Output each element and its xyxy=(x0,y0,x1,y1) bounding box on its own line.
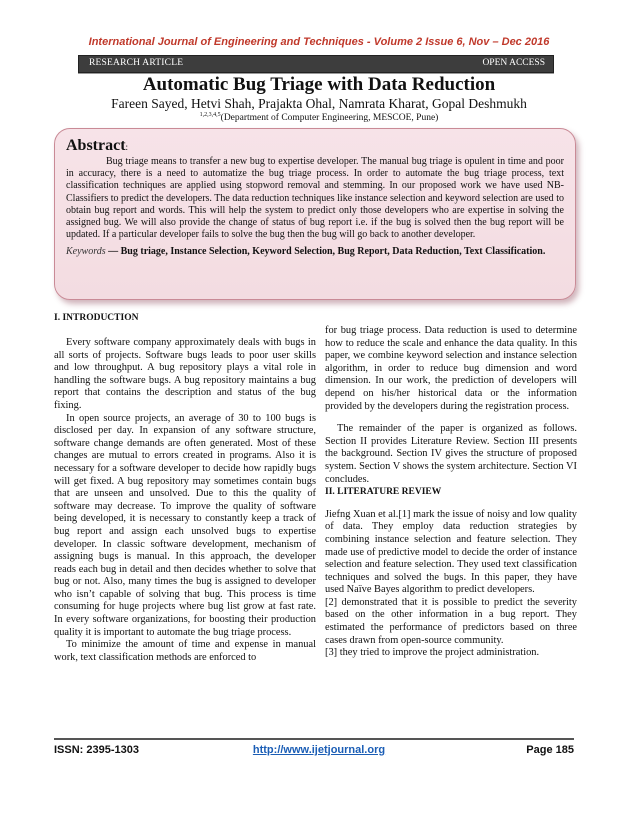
intro-paragraph-1: Every software company approximately deals with bugs in all sorts of projects. Software bugs leads to poor user skills and low throughput. A bug repository plays a vital role in handling the software bugs. A bug repository maintains a bug report that contains the description and status of the bug fixing. xyxy=(54,337,316,411)
right-paragraph-1: for bug triage process. Data reduction is used to determine how to reduce the scale and enhance the data quality. In this paper, we combine keyword selection and instance selection algorithm, in order to reduce bug dimension and word dimension. In our work, the prediction of developers will depend on his/her historical data or the information provided by the developers during the registration process. xyxy=(325,325,577,412)
keywords-label: Keywords xyxy=(66,246,106,258)
footer-page-number: Page 185 xyxy=(526,744,574,756)
intro-paragraph-2: In open source projects, an average of 30 to 100 bugs is disclosed per day. In expansion of any software structure, software change demands are often generated. Most of these changes are mutual to errors created in programs. Also it is necessary for a software developer to decide how rapidly bugs will get fixed. A bug repository may sometimes contain bugs that are unseen and unsolved. Due to this the quality of software may decrease. To improve the quality of software being developed, it is necessary to constantly keep a track of bug report and assign each unsolved bugs to expertise developer. In classic software development, mechanism of assigning bugs is manual. In this approach, the developer reads each bug in detail and then decides whether to solve that bug or not. Also, many times the bug is assigned to developer who isn’t capable of solving that bug. This process is time consuming for huge projects where bug list grow at fast rate. In every software organizations, for boosting their production quality it is important to automate the bug triage process. xyxy=(54,412,316,638)
paper-authors: Fareen Sayed, Hetvi Shah, Prajakta Ohal, Namrata Kharat, Gopal Deshmukh xyxy=(111,96,527,111)
abstract-box xyxy=(54,128,576,300)
open-access-label: OPEN ACCESS xyxy=(482,58,545,68)
keywords xyxy=(66,246,564,258)
literature-paragraph-1: Jiefng Xuan et al.[1] mark the issue of noisy and low quality of data. They employ data reduction strategies by combining instance selection and feature selection. They made use of predictive model to decide the order of instance selection and feature selection. They used text classification techniques and solved the bugs. In this paper, they have used Naïve Bayes algorithm to predict developers. xyxy=(325,508,577,596)
left-column xyxy=(54,337,316,664)
literature-paragraph-2: [2] demonstrated that it is possible to predict the severity based on the other information in a bug report. They estimated the performance of predictors based on three cases drawn from open-source community. xyxy=(325,596,577,646)
affiliation-superscript: 1,2,3,4,5 xyxy=(199,112,221,118)
keywords-text: — Bug triage, Instance Selection, Keyword Selection, Bug Report, Data Reduction, Text Classification. xyxy=(108,246,546,258)
right-column xyxy=(325,325,577,660)
right-paragraph-2: The remainder of the paper is organized as follows. Section II provides Literature Review. Section III presents the background. Section IV gives the structure of proposed system. Section V shows the system architecture. Section VI concludes. xyxy=(325,423,577,485)
abstract-text: Bug triage means to transfer a new bug to expertise developer. The manual bug triage is opulent in time and poor in accuracy, there is a need to automatize the bug triage process. In order to automate the bug triage process, text classification techniques are applied using stopword removal and stemming. In our proposed work we have used NB-Classifiers to predict the developers. The data reduction techniques like instance selection and keyword selection are used to obtain bug report and words. This will help the system to predict only those developers who are expertise in solving the assigned bug. We will also provide the change of status of bug report i.e. if the bug is solved then the bug report will be updated. If a particular developer fails to solve the bug then the bug will go back to another developer. xyxy=(66,156,564,241)
literature-paragraph-3: [3] they tried to improve the project administration. xyxy=(325,647,540,659)
paper-title: Automatic Bug Triage with Data Reduction xyxy=(142,74,496,95)
abstract-heading: Abstract: xyxy=(66,137,129,154)
affiliation-text: (Department of Computer Engineering, MESCOE, Pune) xyxy=(220,113,439,124)
journal-header: International Journal of Engineering and Techniques - Volume 2 Issue 6, Nov – Dec 2016 xyxy=(88,36,550,48)
intro-heading: I. INTRODUCTION xyxy=(54,313,139,323)
intro-paragraph-3: To minimize the amount of time and expense in manual work, text classification methods are enforced to xyxy=(54,639,316,663)
literature-heading: II. LITERATURE REVIEW xyxy=(325,487,442,498)
affiliation xyxy=(0,112,638,123)
research-article-label: RESEARCH ARTICLE xyxy=(89,58,184,68)
footer-url-link[interactable]: http://www.ijetjournal.org xyxy=(252,744,386,756)
footer-divider xyxy=(54,738,574,740)
abstract-colon: : xyxy=(125,142,129,152)
article-type-bar xyxy=(78,55,554,73)
footer-issn: ISSN: 2395-1303 xyxy=(54,744,139,756)
